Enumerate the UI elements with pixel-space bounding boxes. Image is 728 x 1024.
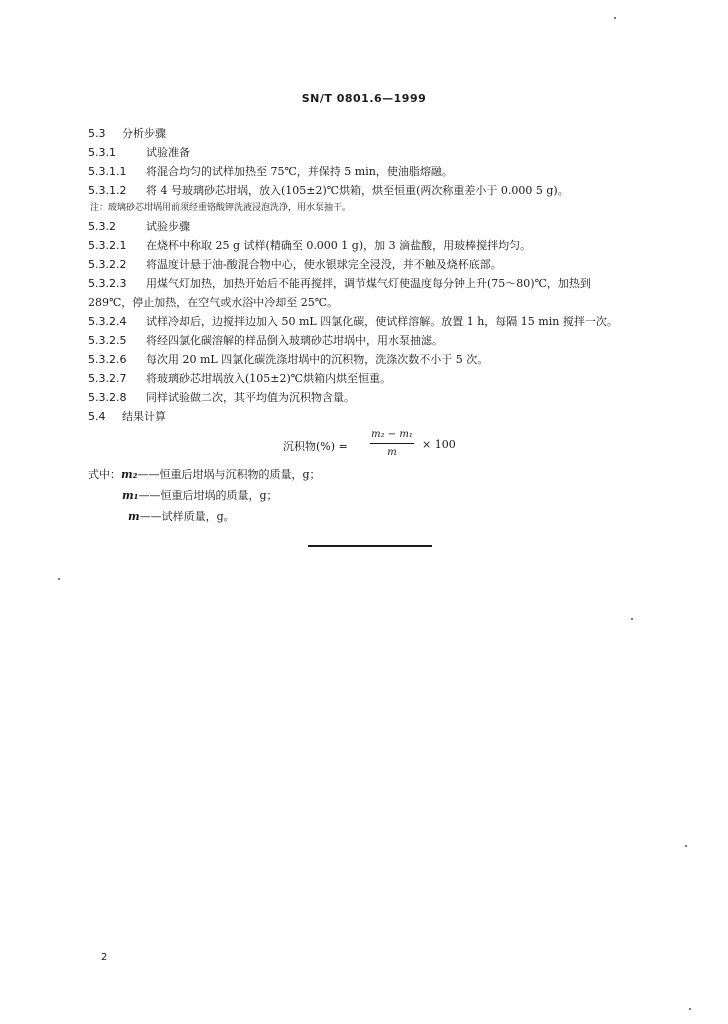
- subsection-title: 试验准备: [146, 146, 190, 159]
- step-5-3-2-7: [88, 369, 654, 388]
- document-body: [88, 124, 654, 527]
- step-number: 5.3.2.1: [88, 239, 127, 252]
- legend-text: 恒重后坩埚的质量，g；: [160, 489, 278, 502]
- end-of-text-rule: [308, 545, 432, 547]
- subsection-number: 5.3.1: [88, 146, 116, 159]
- legend-row-m2: [88, 464, 654, 485]
- legend-dash: ——: [138, 489, 161, 502]
- scan-speck: [58, 578, 60, 580]
- legend-intro: 式中：: [88, 468, 121, 481]
- formula-lhs: 沉积物(%) =: [283, 440, 348, 453]
- legend-dash: ——: [137, 468, 160, 481]
- section-number: 5.3: [88, 127, 106, 140]
- legend-row-m1: [88, 485, 654, 506]
- scan-speck: [685, 845, 687, 847]
- step-5-3-2-2: [88, 255, 654, 274]
- formula-fraction: [370, 428, 414, 460]
- page-header: SN/T 0801.6—1999: [301, 92, 427, 105]
- step-5-3-1-2: [88, 181, 654, 200]
- step-number: 5.3.2.2: [88, 258, 127, 271]
- fraction-bar: [370, 443, 414, 444]
- subsection-number: 5.3.2: [88, 220, 116, 233]
- legend-symbol: m₁: [122, 489, 139, 502]
- step-5-3-2-4: [88, 312, 654, 331]
- section-heading-5-4: [88, 407, 654, 426]
- note-text: 注：玻璃砂芯坩埚用前须经重铬酸钾洗液浸泡洗净，用水泵抽干。: [90, 203, 352, 213]
- step-number: 5.3.2.8: [88, 391, 127, 404]
- step-5-3-2-6: [88, 350, 654, 369]
- legend-text: 恒重后坩埚与沉积物的质量，g；: [159, 468, 321, 481]
- step-5-3-2-1: [88, 236, 654, 255]
- step-5-3-2-8: [88, 388, 654, 407]
- step-number: 5.3.2.7: [88, 372, 127, 385]
- formula-numerator: m₂ − m₁: [371, 429, 413, 440]
- scan-speck: [689, 1008, 691, 1010]
- step-text: 试样冷却后，边搅拌边加入 50 mL 四氯化碳，使试样溶解。放置 1 h，每隔 15 min 搅拌一次。: [146, 315, 618, 328]
- step-text: 每次用 20 mL 四氯化碳洗涤坩埚中的沉积物，洗涤次数不小于 5 次。: [146, 353, 489, 366]
- step-number: 5.3.2.5: [88, 334, 127, 347]
- step-text: 将混合均匀的试样加热至 75℃，并保持 5 min，使油脂熔融。: [146, 165, 453, 178]
- sediment-formula: [88, 428, 654, 464]
- step-text: 同样试验做二次，其平均值为沉积物含量。: [146, 391, 355, 404]
- step-number: 5.3.1.1: [88, 165, 127, 178]
- step-5-3-1-1: [88, 162, 654, 181]
- legend-symbol: m: [128, 510, 140, 523]
- step-5-3-2-3: [88, 274, 654, 293]
- legend-dash: ——: [139, 510, 162, 523]
- formula-rhs: × 100: [422, 438, 456, 451]
- section-heading-5-3: [88, 124, 654, 143]
- formula-denominator: m: [387, 447, 397, 458]
- legend-text: 试样质量，g。: [161, 510, 235, 523]
- step-number: 5.3.2.3: [88, 277, 127, 290]
- subsection-heading-5-3-2: [88, 217, 654, 236]
- step-number: 5.3.2.4: [88, 315, 127, 328]
- legend-row-m: [88, 506, 654, 527]
- subsection-title: 试验步骤: [146, 220, 190, 233]
- section-title: 结果计算: [122, 410, 166, 423]
- scan-speck: [614, 17, 616, 19]
- step-text: 用煤气灯加热，加热开始后不能再搅拌，调节煤气灯使温度每分钟上升(75～80)℃，加热到: [146, 277, 591, 290]
- legend-symbol: m₂: [121, 468, 138, 481]
- step-number: 5.3.2.6: [88, 353, 127, 366]
- subsection-heading-5-3-1: [88, 143, 654, 162]
- step-continuation: 289℃，停止加热，在空气或水浴中冷却至 25℃。: [88, 296, 339, 309]
- page-number: 2: [101, 952, 108, 963]
- section-title: 分析步骤: [122, 127, 166, 140]
- section-number: 5.4: [88, 410, 106, 423]
- step-5-3-2-5: [88, 331, 654, 350]
- step-text: 将温度计悬于油-酸混合物中心，使水银球完全浸没，并不触及烧杯底部。: [146, 258, 502, 271]
- scan-speck: [631, 618, 633, 620]
- step-number: 5.3.1.2: [88, 184, 127, 197]
- step-text: 在烧杯中称取 25 g 试样(精确至 0.000 1 g)，加 3 滴盐酸，用玻棒搅拌均匀。: [146, 239, 532, 252]
- step-text: 将经四氯化碳溶解的样品倒入玻璃砂芯坩埚中，用水泵抽滤。: [146, 334, 443, 347]
- step-text: 将玻璃砂芯坩埚放入(105±2)℃烘箱内烘至恒重。: [146, 372, 392, 385]
- step-text: 将 4 号玻璃砂芯坩埚，放入(105±2)℃烘箱，烘至恒重(两次称重差小于 0.000 5 g)。: [146, 184, 569, 197]
